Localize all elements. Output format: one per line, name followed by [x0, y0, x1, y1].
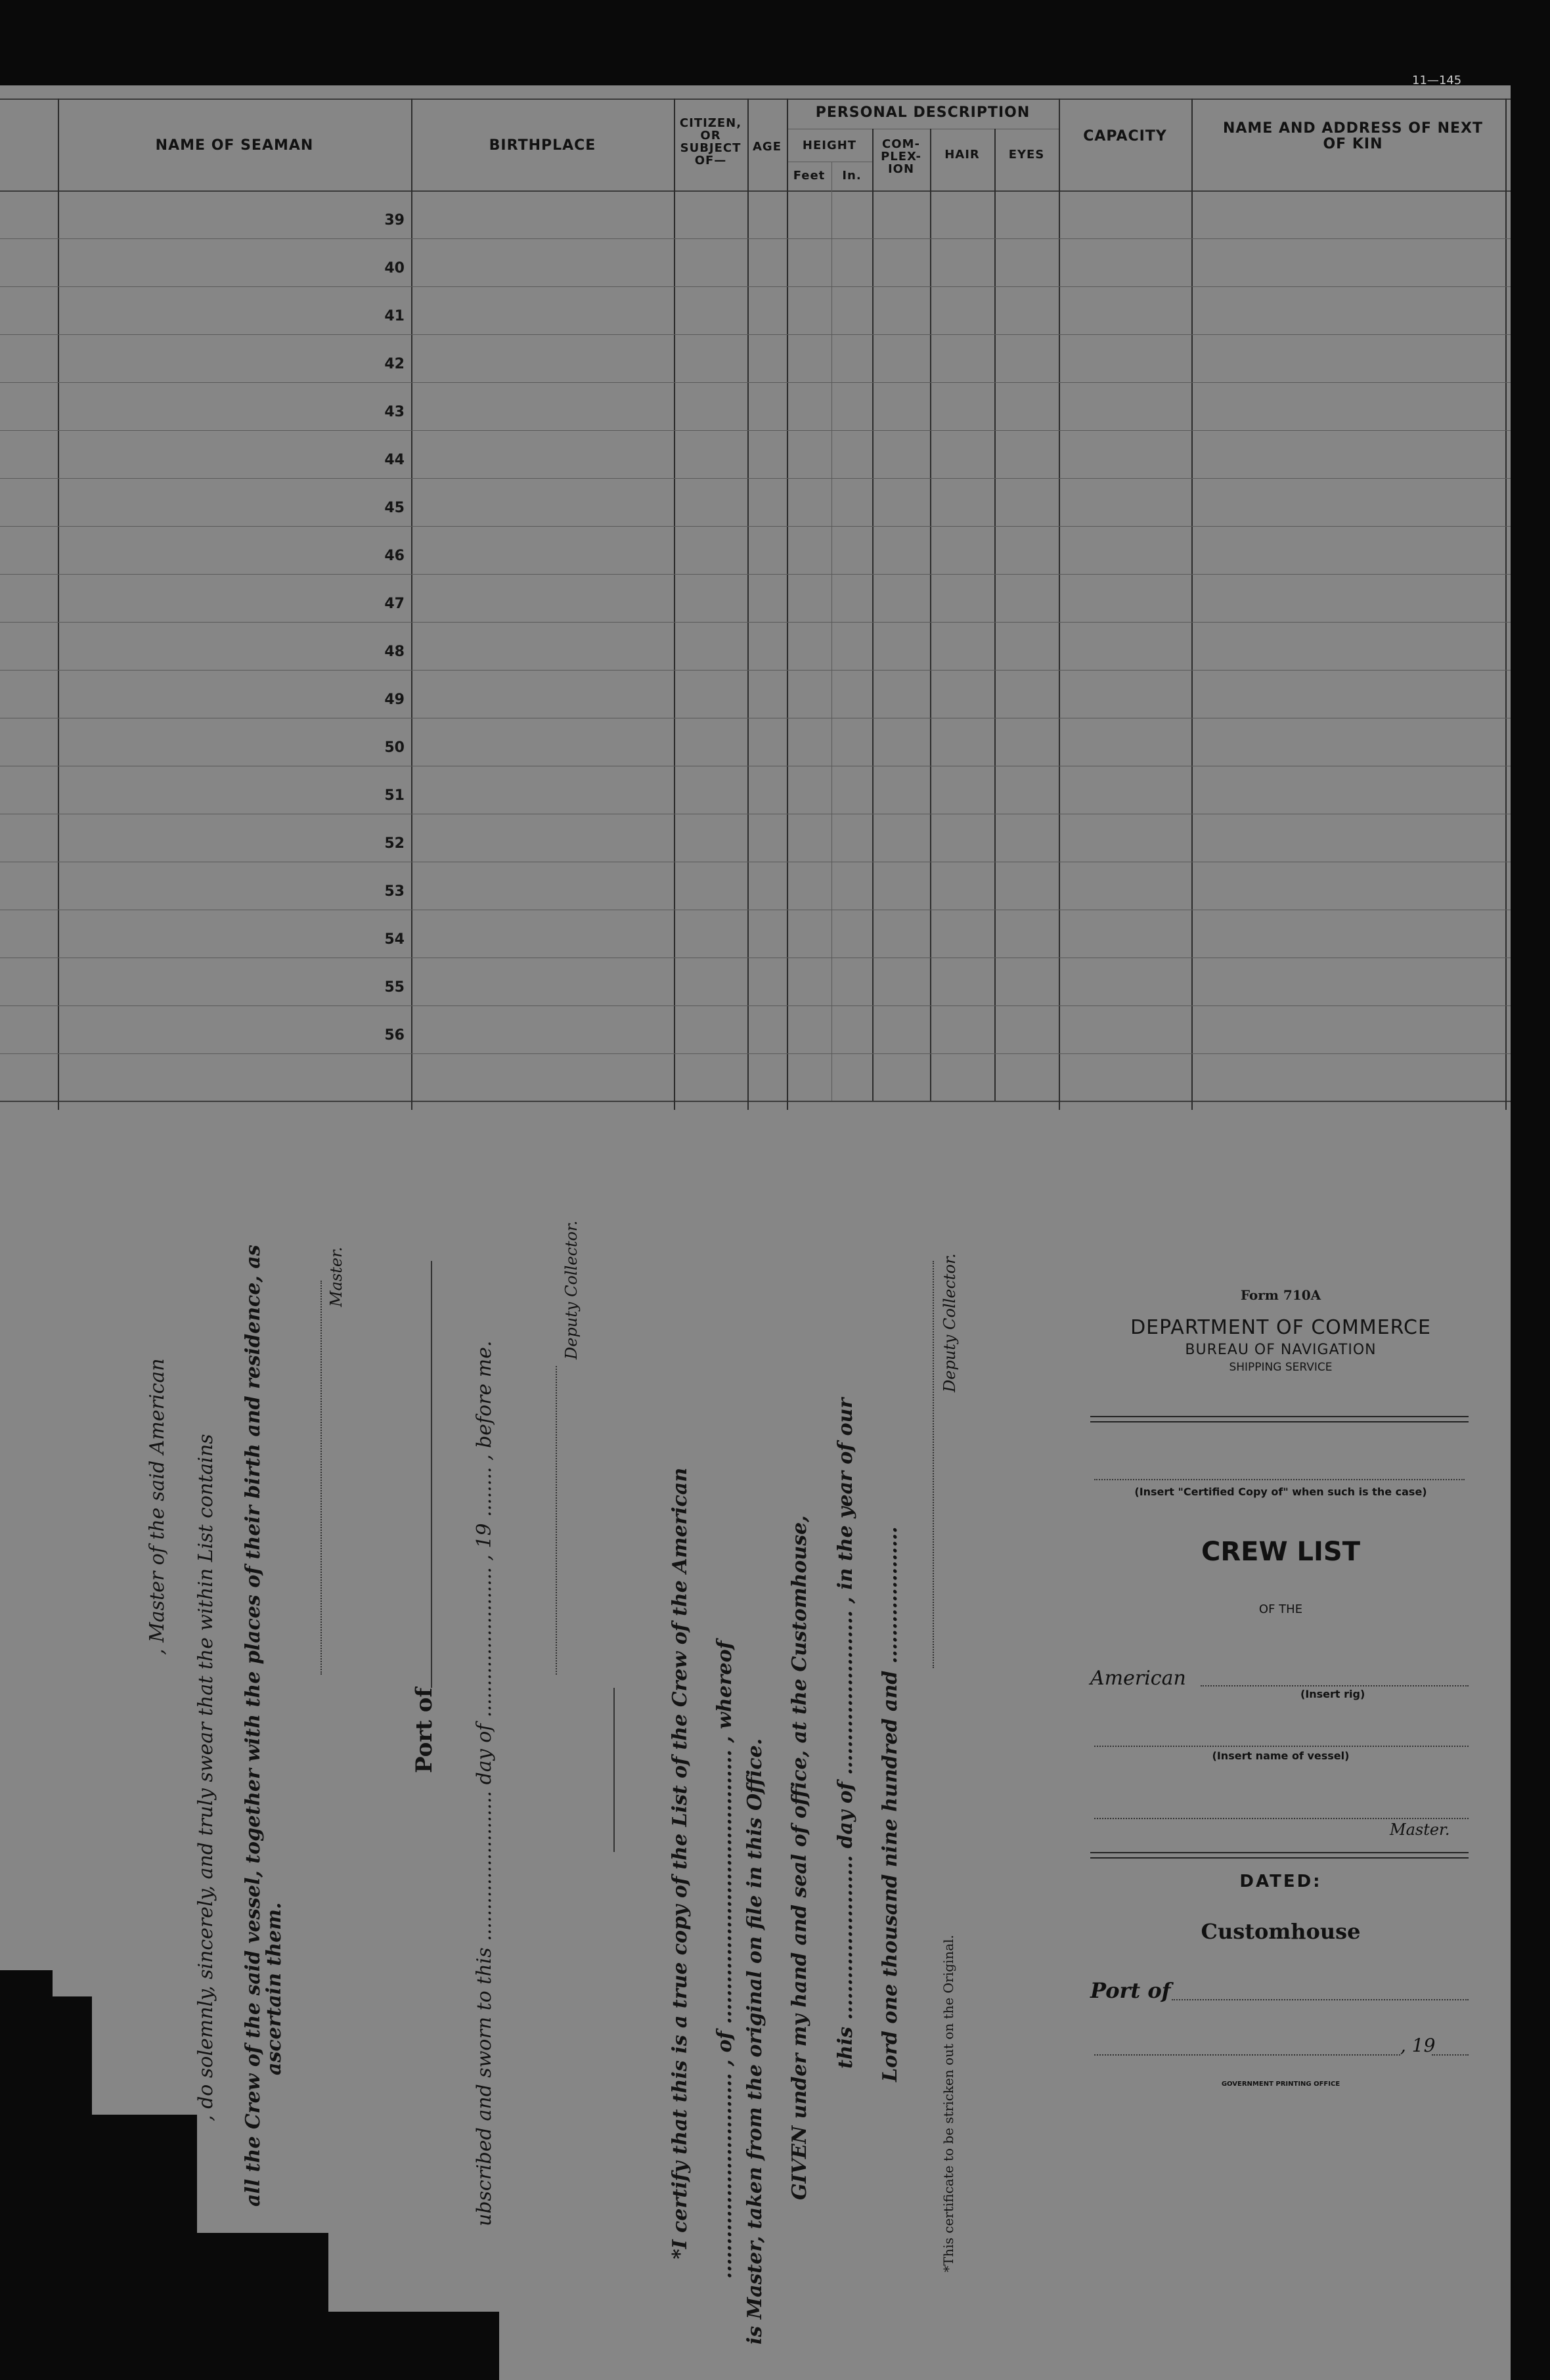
- table-row-line: [0, 478, 1511, 479]
- table-row-line: [0, 622, 1511, 623]
- certificate-line-5: this ........................ day of ........................ , in the year of our: [834, 1398, 857, 2069]
- header-name-of-seaman: NAME OF SEAMAN: [155, 137, 314, 154]
- table-row-line: [0, 574, 1511, 575]
- table-row-line: [0, 526, 1511, 527]
- row-number: 43: [384, 404, 405, 420]
- table-row-line: [0, 238, 1511, 239]
- deputy-collector-1: Deputy Collector.: [562, 1220, 581, 1359]
- header-citizen: CITIZEN, OR SUBJECT OF—: [679, 116, 742, 167]
- port-of-cover-label: Port of: [1090, 1978, 1171, 2003]
- row-number: 47: [384, 596, 405, 612]
- row-number: 46: [384, 548, 405, 564]
- insert-vessel-note: (Insert name of vessel): [1212, 1750, 1350, 1762]
- american-label: American: [1090, 1667, 1186, 1690]
- oath-line-3: all the Crew of the said vessel, together with the places of their birth and residence, as: [242, 1245, 265, 2207]
- header-eyes: EYES: [1008, 148, 1045, 162]
- row-number: 50: [384, 739, 405, 756]
- year-label: , 19: [1400, 2035, 1436, 2056]
- header-inches: In.: [842, 169, 862, 183]
- form-code: 11—145: [1412, 74, 1462, 87]
- cover-block: [1090, 1287, 1471, 1374]
- port-of-label: Port of: [411, 1687, 437, 1773]
- row-number: 55: [384, 979, 405, 996]
- torn-edge: [197, 2233, 328, 2380]
- header-feet: Feet: [793, 169, 826, 183]
- bureau-title: BUREAU OF NAVIGATION: [1185, 1342, 1377, 1358]
- department-title: DEPARTMENT OF COMMERCE: [1130, 1316, 1431, 1339]
- table-row-line: [0, 670, 1511, 671]
- row-number: 51: [384, 787, 405, 804]
- form-number: Form 710A: [1240, 1287, 1321, 1303]
- row-number: 44: [384, 452, 405, 468]
- table-row-line: [0, 1005, 1511, 1006]
- torn-edge: [0, 1996, 92, 2380]
- header-next-of-kin: NAME AND ADDRESS OF NEXT OF KIN: [1222, 120, 1484, 152]
- of-the-label: OF THE: [1258, 1602, 1303, 1616]
- insert-rig-note: (Insert rig): [1300, 1688, 1365, 1700]
- row-number: 42: [384, 356, 405, 372]
- table-row-line: [0, 1053, 1511, 1054]
- certificate-line-1: *I certify that this is a true copy of the List of the Crew of the American: [669, 1467, 692, 2259]
- row-number: 48: [384, 644, 405, 660]
- header-complexion: COM- PLEX- ION: [881, 137, 921, 176]
- insert-certified-note: (Insert "Certified Copy of" when such is the case): [1134, 1486, 1427, 1498]
- subscribed-sworn: ubscribed and sworn to this ........................ day of ........................ , 19 ........ , before me.: [473, 1340, 496, 2226]
- header-birthplace: BIRTHPLACE: [489, 137, 596, 154]
- row-number: 56: [384, 1027, 405, 1044]
- customhouse-label: Customhouse: [1201, 1919, 1361, 1944]
- row-number: 45: [384, 500, 405, 516]
- row-number: 39: [384, 212, 405, 229]
- row-number: 53: [384, 883, 405, 900]
- dated-label: DATED:: [1239, 1872, 1322, 1891]
- service-title: SHIPPING SERVICE: [1229, 1361, 1333, 1374]
- row-number: 41: [384, 308, 405, 324]
- header-capacity: CAPACITY: [1083, 128, 1167, 144]
- header-hair: HAIR: [944, 148, 980, 162]
- certificate-footnote: *This certificate to be stricken out on the Original.: [941, 1935, 956, 2272]
- oath-line-2: , do solemnly, sincerely, and truly swear that the within List contains: [194, 1434, 217, 2121]
- table-row-line: [0, 286, 1511, 287]
- printer-imprint: GOVERNMENT PRINTING OFFICE: [1221, 2081, 1340, 2088]
- row-number: 40: [384, 260, 405, 276]
- row-number: 49: [384, 692, 405, 708]
- certificate-line-3: is Master, taken from the original on file in this Office.: [743, 1738, 766, 2345]
- master-signature-label: Master.: [327, 1246, 345, 1307]
- torn-edge: [92, 2115, 197, 2380]
- oath-line-1: , Master of the said American: [146, 1358, 169, 1655]
- header-personal-description: PERSONAL DESCRIPTION: [815, 104, 1030, 121]
- certificate-line-2: .............................. , of ........................................ , whereof: [713, 1641, 736, 2279]
- torn-edge: [328, 2312, 499, 2380]
- header-height: HEIGHT: [802, 139, 857, 152]
- certificate-line-6: Lord one thousand nine hundred and ....................: [879, 1526, 902, 2082]
- deputy-collector-2: Deputy Collector.: [941, 1253, 959, 1392]
- table-row-line: [0, 334, 1511, 335]
- header-age: AGE: [752, 140, 782, 154]
- table-row-line: [0, 430, 1511, 431]
- row-number: 52: [384, 835, 405, 852]
- master-label: Master.: [1390, 1820, 1450, 1839]
- certificate-line-4: GIVEN under my hand and seal of office, at the Customhouse,: [788, 1515, 811, 2200]
- table-row-line: [0, 382, 1511, 383]
- oath-line-4: ascertain them.: [263, 1902, 286, 2075]
- row-number: 54: [384, 931, 405, 948]
- crew-list-title: CREW LIST: [1201, 1537, 1360, 1567]
